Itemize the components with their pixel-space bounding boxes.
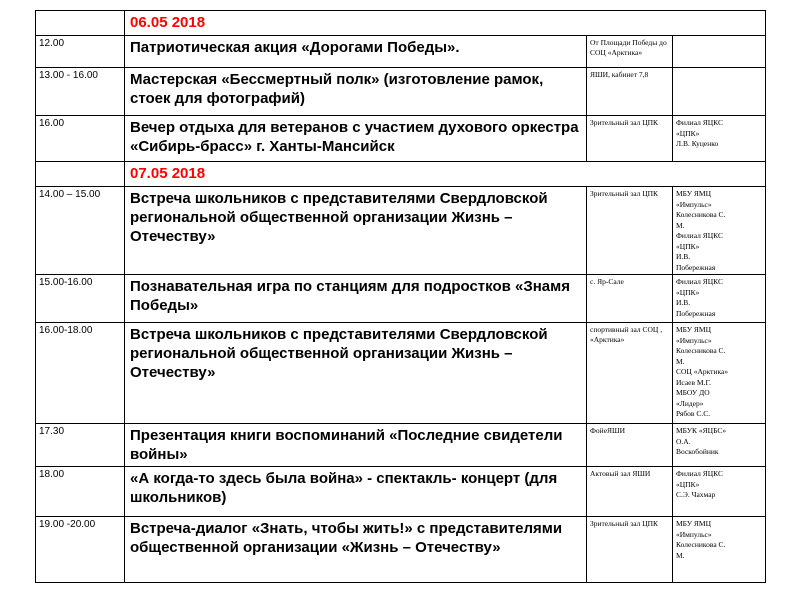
org-line: И.В. <box>676 298 691 307</box>
table-row <box>36 187 766 275</box>
org-line: «Лидер» <box>676 398 704 408</box>
org-line: «Импульс» <box>676 199 712 209</box>
org-line: Колесникова С. <box>676 346 726 355</box>
time-text: 19.00 -20.00 <box>39 519 96 530</box>
org-line: МБУ ЯМЦ <box>676 189 711 198</box>
org-line: М. <box>676 220 685 230</box>
org-text <box>673 424 765 458</box>
org-line: «ЦПК» <box>676 241 700 251</box>
org-text <box>673 187 765 273</box>
place-cell <box>587 424 673 467</box>
org-cell <box>673 68 766 116</box>
org-line: «Импульс» <box>676 335 712 345</box>
org-cell <box>673 187 766 275</box>
org-cell <box>673 323 766 424</box>
place-cell <box>587 275 673 323</box>
event-text: Встреча школьников с представителями Свердловской региональной общественной организации Жизнь – Отечеству» <box>130 326 548 381</box>
org-line: МБУ ЯМЦ <box>676 325 711 334</box>
event-text: Патриотическая акция «Дорогами Победы». <box>130 39 460 56</box>
place-text: спортивный зал СОЦ , «Арктика» <box>590 325 663 344</box>
event-cell <box>125 68 587 116</box>
schedule-table <box>35 10 766 583</box>
org-line: МБУК «ЯЦБС» <box>676 426 727 435</box>
org-line: Исаев М.Г. <box>676 377 711 387</box>
event-cell <box>125 275 587 323</box>
event-text: Вечер отдыха для ветеранов с участием духового оркестра «Сибирь-брасс» г. Ханты-Мансийск <box>130 119 579 155</box>
time-cell <box>36 36 125 68</box>
time-text: 16.00-18.00 <box>39 325 93 336</box>
org-line: «ЦПК» <box>676 287 700 297</box>
event-cell <box>125 323 587 424</box>
org-cell <box>673 467 766 517</box>
org-line: Колесникова С. <box>676 210 726 219</box>
org-line: Л.В. Куценко <box>676 139 719 148</box>
place-text: Актовый зал ЯШИ <box>590 469 651 478</box>
date-time-cell <box>36 162 125 187</box>
org-cell <box>673 424 766 467</box>
event-text: «А когда-то здесь была война» - спектакль- концерт (для школьников) <box>130 470 558 506</box>
org-line: «ЦПК» <box>676 479 700 489</box>
event-cell <box>125 424 587 467</box>
time-text: 12.00 <box>39 38 65 49</box>
date-label: 06.05 2018 <box>130 14 206 31</box>
time-cell <box>36 323 125 424</box>
event-cell <box>125 36 587 68</box>
place-cell <box>587 467 673 517</box>
org-line: С.Э. Чахмар <box>676 490 716 499</box>
place-text: От Площади Победы до СОЦ «Арктика» <box>590 38 667 57</box>
time-cell <box>36 467 125 517</box>
event-cell <box>125 517 587 583</box>
date-time-cell <box>36 11 125 36</box>
time-text: 13.00 - 16.00 <box>39 70 98 81</box>
org-line: Филиал ЯЦКС <box>676 469 723 478</box>
table-row <box>36 275 766 323</box>
org-line: СОЦ «Арктика» <box>676 367 729 376</box>
place-text: с. Яр-Сале <box>590 277 624 286</box>
place-text: Зрительный зал ЦПК <box>590 118 659 127</box>
org-text <box>673 323 765 420</box>
place-cell <box>587 323 673 424</box>
org-line: «Импульс» <box>676 529 712 539</box>
org-line: МБУ ЯМЦ <box>676 519 711 528</box>
time-cell <box>36 517 125 583</box>
event-text: Презентация книги воспоминаний «Последние свидетели войны» <box>130 427 563 463</box>
event-text: Встреча школьников с представителями Свердловской региональной общественной организации Жизнь – Отечеству» <box>130 190 548 245</box>
table-row <box>36 424 766 467</box>
org-cell <box>673 36 766 68</box>
time-cell <box>36 187 125 275</box>
org-cell <box>673 517 766 583</box>
place-cell <box>587 187 673 275</box>
org-line: М. <box>676 356 685 366</box>
time-cell <box>36 116 125 162</box>
org-line: Побережная <box>676 262 716 272</box>
time-cell <box>36 424 125 467</box>
table-row <box>36 323 766 424</box>
org-cell <box>673 116 766 162</box>
table-row <box>36 36 766 68</box>
date-label: 07.05 2018 <box>130 165 206 182</box>
org-text <box>673 467 765 501</box>
table-row <box>36 116 766 162</box>
date-row <box>36 162 766 187</box>
org-line: Воскобойник <box>676 447 719 456</box>
time-text: 16.00 <box>39 118 65 129</box>
time-cell <box>36 68 125 116</box>
time-text: 17.30 <box>39 426 65 437</box>
org-line: О.А. <box>676 436 691 446</box>
org-line: И.В. <box>676 252 691 261</box>
org-line: «ЦПК» <box>676 128 700 138</box>
time-text: 14.00 – 15.00 <box>39 189 101 200</box>
place-text: ЯШИ, кабинет 7,8 <box>590 70 649 79</box>
time-text: 18.00 <box>39 469 65 480</box>
place-text: Зрительный зал ЦПК <box>590 189 659 198</box>
org-text <box>673 116 765 150</box>
place-text: Зрительный зал ЦПК <box>590 519 659 528</box>
time-cell <box>36 275 125 323</box>
org-line: Филиал ЯЦКС <box>676 277 723 286</box>
org-line: Филиал ЯЦКС <box>676 118 723 127</box>
org-text <box>673 275 765 319</box>
event-text: Встреча-диалог «Знать, чтобы жить!» с представителями общественной организации «Жизнь – Отечеству» <box>130 520 563 556</box>
org-line: Побережная <box>676 308 716 318</box>
place-cell <box>587 116 673 162</box>
table-row <box>36 68 766 116</box>
org-line: Рябов С.С. <box>676 409 711 418</box>
date-cell <box>125 11 766 36</box>
event-cell <box>125 116 587 162</box>
org-cell <box>673 275 766 323</box>
table-row <box>36 517 766 583</box>
event-text: Мастерская «Бессмертный полк» (изготовление рамок, стоек для фотографий) <box>130 71 544 107</box>
event-cell <box>125 187 587 275</box>
place-cell <box>587 68 673 116</box>
place-cell <box>587 517 673 583</box>
place-text: ФойеЯШИ <box>590 426 626 435</box>
date-cell <box>125 162 766 187</box>
time-text: 15.00-16.00 <box>39 277 93 288</box>
org-line: М. <box>676 550 685 560</box>
org-line: Колесникова С. <box>676 540 726 549</box>
event-text: Познавательная игра по станциям для подростков «Знамя Победы» <box>130 278 570 314</box>
place-cell <box>587 36 673 68</box>
org-text <box>673 517 765 561</box>
event-cell <box>125 467 587 517</box>
org-line: МБОУ ДО <box>676 388 710 397</box>
org-line: Филиал ЯЦКС <box>676 231 723 240</box>
table-row <box>36 467 766 517</box>
date-row <box>36 11 766 36</box>
